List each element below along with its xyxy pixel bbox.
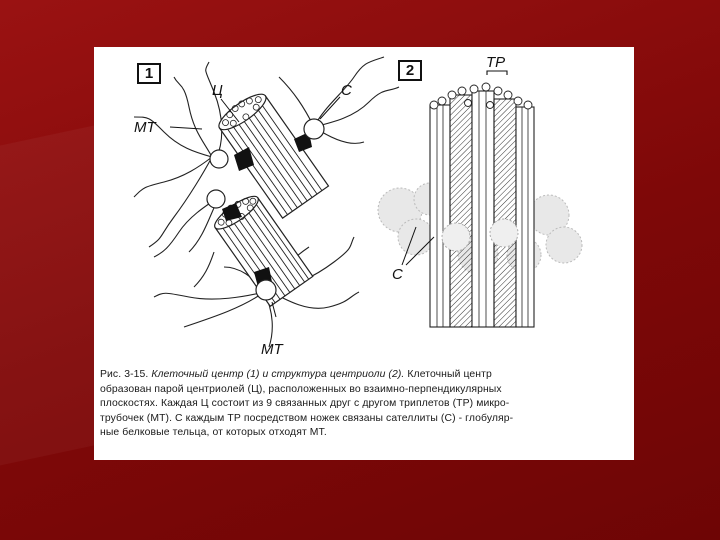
- figure-illustration: [94, 47, 634, 347]
- caption-figure-number: Рис. 3-15.: [100, 369, 152, 380]
- panel-2-number: 2: [398, 60, 422, 81]
- caption-line-3: плоскостях. Каждая Ц состоит из 9 связанных друг с другом триплетов (ТР) микро-: [100, 398, 510, 410]
- panel-1-number: 1: [137, 63, 161, 84]
- triplet-bracket: [487, 71, 507, 75]
- caption-line-5: ные белковые тельца, от которых отходят МТ.: [100, 427, 327, 439]
- caption-line-4: трубочек (МТ). С каждым ТР посредством ножек связаны сателлиты (С) - глобуляр-: [100, 412, 514, 424]
- figure-caption: [100, 368, 628, 441]
- label-satellite-panel-2: С: [392, 266, 403, 283]
- label-microtubule-bottom: МТ: [261, 341, 283, 358]
- label-microtubule-top: МТ: [134, 119, 156, 136]
- figure-card: [94, 47, 634, 460]
- panel-2-centriole-structure: [378, 71, 582, 327]
- label-centriole: Ц: [212, 82, 223, 99]
- centriole-upper: [214, 88, 329, 218]
- caption-line-1-end: Клеточный центр: [404, 369, 492, 380]
- centriole-cylinder: [430, 83, 534, 327]
- caption-title: Клеточный центр (1) и структура центриоли (2).: [151, 369, 405, 380]
- caption-line-1: [100, 368, 628, 383]
- label-satellite-panel-1: С: [341, 82, 352, 99]
- panel-1-centrosome-drawing: [134, 57, 399, 347]
- label-triplet: ТР: [486, 54, 506, 71]
- caption-line-2: образован парой центриолей (Ц), расположенных во взаимно-перпендикулярных: [100, 383, 502, 395]
